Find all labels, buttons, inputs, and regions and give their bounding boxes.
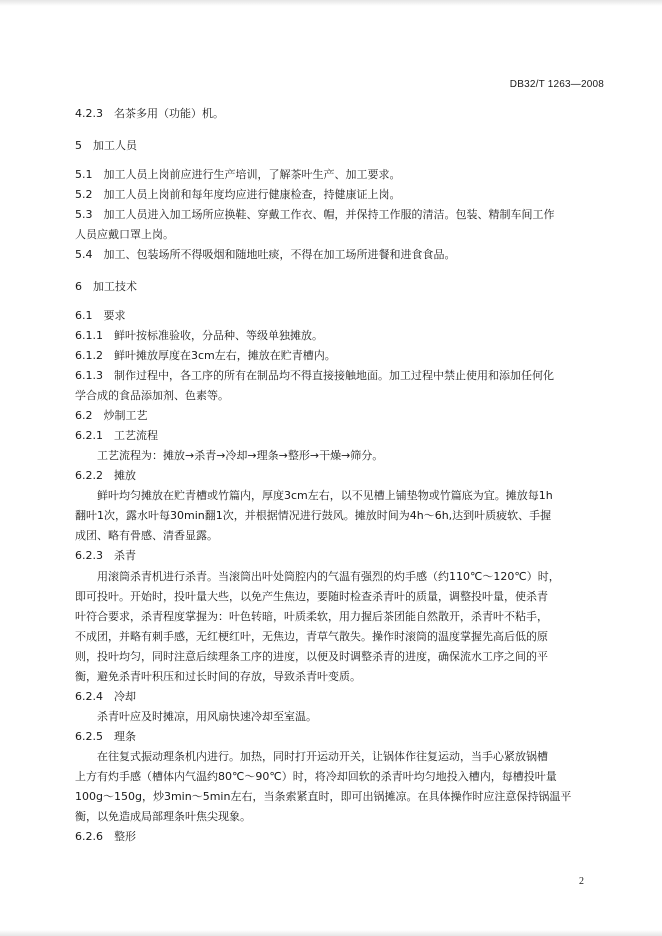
standard-code: DB32/T 1263—2008 [509,79,604,90]
text-line: 学合成的食品添加剂、色素等。 [75,389,229,402]
text-line: 在往复式振动理条机内进行。加热，同时打开运动开关，让锅体作往复运动，当手心紧放锅槽 [97,750,548,763]
text-line: 工艺流程为：摊放→杀青→冷却→理条→整形→干燥→筛分。 [97,449,384,462]
text-line: 上方有灼手感（槽体内气温约80℃～90℃）时，将冷却回软的杀青叶均匀地投入槽内，每槽投叶量 [75,770,557,783]
text-line: 则，投叶均匀，同时注意后续理条工序的进度，以便及时调整杀青的进度，确保流水工序之间的平 [75,650,548,663]
text-line: 衡，避免杀青叶积压和过长时间的存放，导致杀青叶变质。 [75,670,361,683]
text-line: 6.2.6 整形 [75,830,136,843]
text-line: 6.2 炒制工艺 [75,409,148,422]
text-line: 即可投叶。开始时，投叶量大些，以免产生焦边，要随时检查杀青叶的质量，调整投叶量，使杀青 [75,590,548,603]
text-line: 6 加工技术 [75,280,137,293]
text-line: 6.2.3 杀青 [75,549,136,562]
text-line: 6.2.2 摊放 [75,469,136,482]
text-line: 6.1.1 鲜叶按标准验收，分品种、等级单独摊放。 [75,329,323,342]
text-line: 5.2 加工人员上岗前和每年度均应进行健康检查，持健康证上岗。 [75,188,401,201]
page-number: 2 [579,876,584,887]
text-line: 5.4 加工、包装场所不得吸烟和随地吐痰，不得在加工场所进餐和进食食品。 [75,248,456,261]
text-line: 杀青叶应及时摊凉，用风扇快速冷却至室温。 [97,710,317,723]
scan-edge-bottom [0,930,662,936]
text-line: 6.1 要求 [75,309,126,322]
text-line: 100g～150g，炒3min～5min左右，当条索紧直时，即可出锅摊凉。在具体操作时应注意保持锅温平 [75,790,572,803]
text-line: 用滚筒杀青机进行杀青。当滚筒出叶处筒腔内的气温有强烈的灼手感（约110℃～120℃）时， [97,570,560,583]
text-line: 5.1 加工人员上岗前应进行生产培训，了解茶叶生产、加工要求。 [75,168,401,181]
text-line: 叶符合要求，杀青程度掌握为：叶色转暗，叶质柔软，用力握后茶团能自然散开，杀青叶不粘手， [75,610,548,623]
text-line: 6.2.1 工艺流程 [75,429,158,442]
text-line: 5.3 加工人员进入加工场所应换鞋、穿戴工作衣、帽，并保持工作服的清洁。包装、精制车间工作 [75,208,555,221]
text-line: 6.1.3 制作过程中，各工序的所有在制品均不得直接接触地面。加工过程中禁止使用和添加任何化 [75,369,554,382]
text-line: 4.2.3 名茶多用（功能）机。 [75,107,224,120]
text-line: 衡，以免造成局部理条叶焦尖现象。 [75,810,251,823]
text-line: 不成团，并略有刺手感，无红梗红叶，无焦边，青草气散失。操作时滚筒的温度掌握先高后低的原 [75,630,548,643]
text-line: 6.1.2 鲜叶摊放厚度在3cm左右，摊放在贮青槽内。 [75,349,336,362]
text-line: 成团、略有骨感、清香显露。 [75,529,218,542]
text-line: 6.2.5 理条 [75,730,136,743]
text-line: 翻叶1次，露水叶每30min翻1次，并根据情况进行鼓风。摊放时间为4h～6h,达到叶质疲软、手握 [75,509,552,522]
text-line: 6.2.4 冷却 [75,690,136,703]
text-line: 鲜叶均匀摊放在贮青槽或竹篇内，厚度3cm左右，以不见槽上铺垫物或竹篇底为宜。摊放每1h [97,489,553,502]
text-line: 5 加工人员 [75,139,137,152]
scan-edge-top [0,0,662,6]
text-line: 人员应戴口罩上岗。 [75,228,174,241]
